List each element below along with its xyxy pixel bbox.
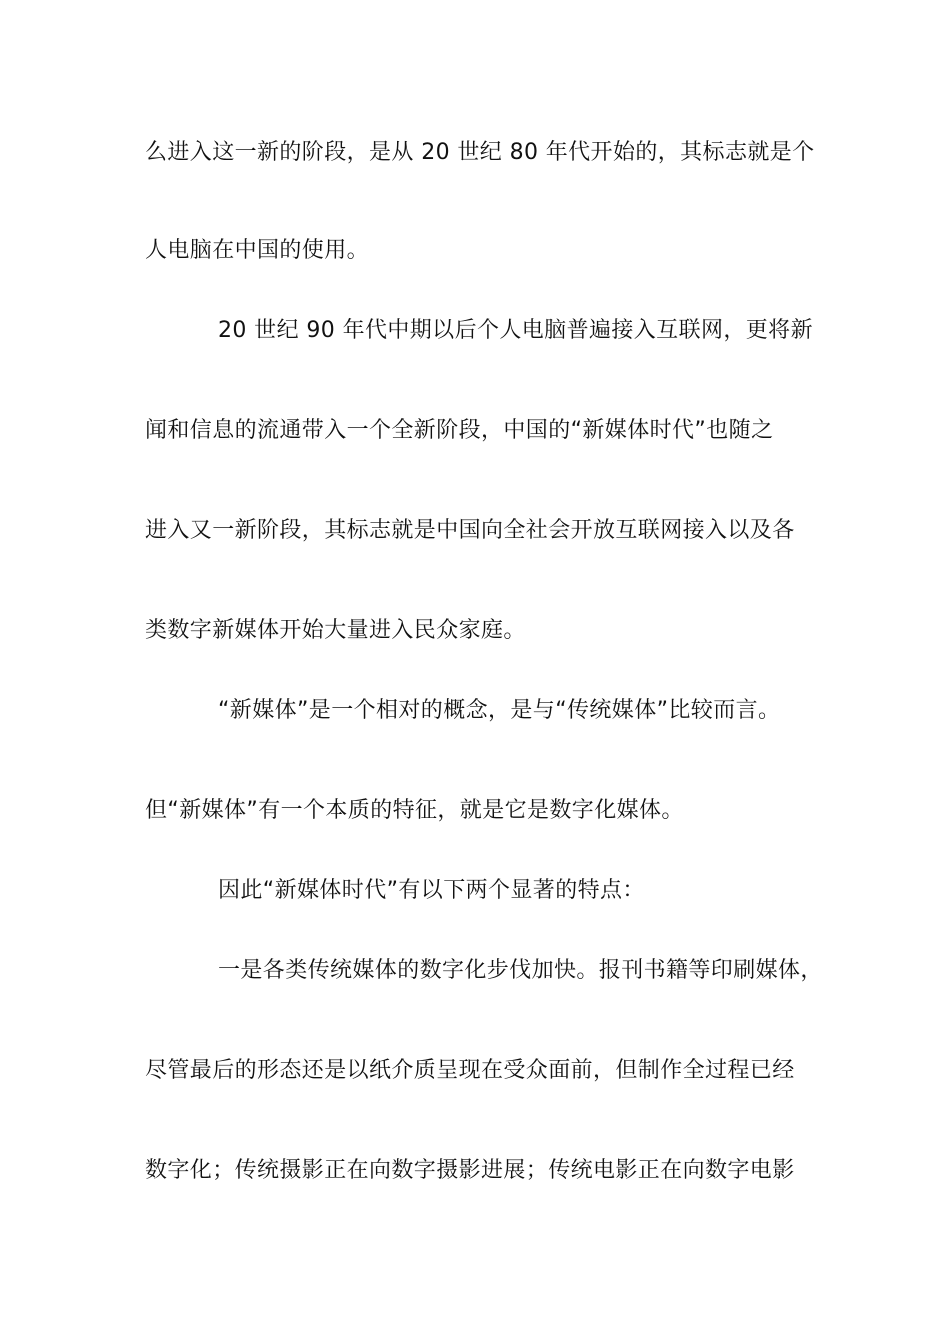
text-line-8: 但“新媒体”有一个本质的特征，就是它是数字化媒体。	[145, 798, 684, 823]
text-line-9: 因此“新媒体时代”有以下两个显著的特点：	[218, 878, 645, 903]
text-line-12: 数字化；传统摄影正在向数字摄影进展；传统电影正在向数字电影	[145, 1158, 795, 1183]
text-line-7: “新媒体”是一个相对的概念，是与“传统媒体”比较而言。	[218, 698, 781, 723]
text-line-10: 一是各类传统媒体的数字化步伐加快。报刊书籍等印刷媒体，	[218, 958, 823, 983]
text-line-3: 20 世纪 90 年代中期以后个人电脑普遍接入互联网，更将新	[218, 318, 813, 343]
text-line-4: 闻和信息的流通带入一个全新阶段，中国的“新媒体时代”也随之	[145, 418, 774, 443]
text-line-2: 人电脑在中国的使用。	[145, 238, 370, 263]
text-line-11: 尽管最后的形态还是以纸介质呈现在受众面前，但制作全过程已经	[145, 1058, 795, 1083]
text-line-6: 类数字新媒体开始大量进入民众家庭。	[145, 618, 526, 643]
text-line-5: 进入又一新阶段，其标志就是中国向全社会开放互联网接入以及各	[145, 518, 795, 543]
text-line-1: 么进入这一新的阶段，是从 20 世纪 80 年代开始的，其标志就是个	[145, 140, 815, 165]
